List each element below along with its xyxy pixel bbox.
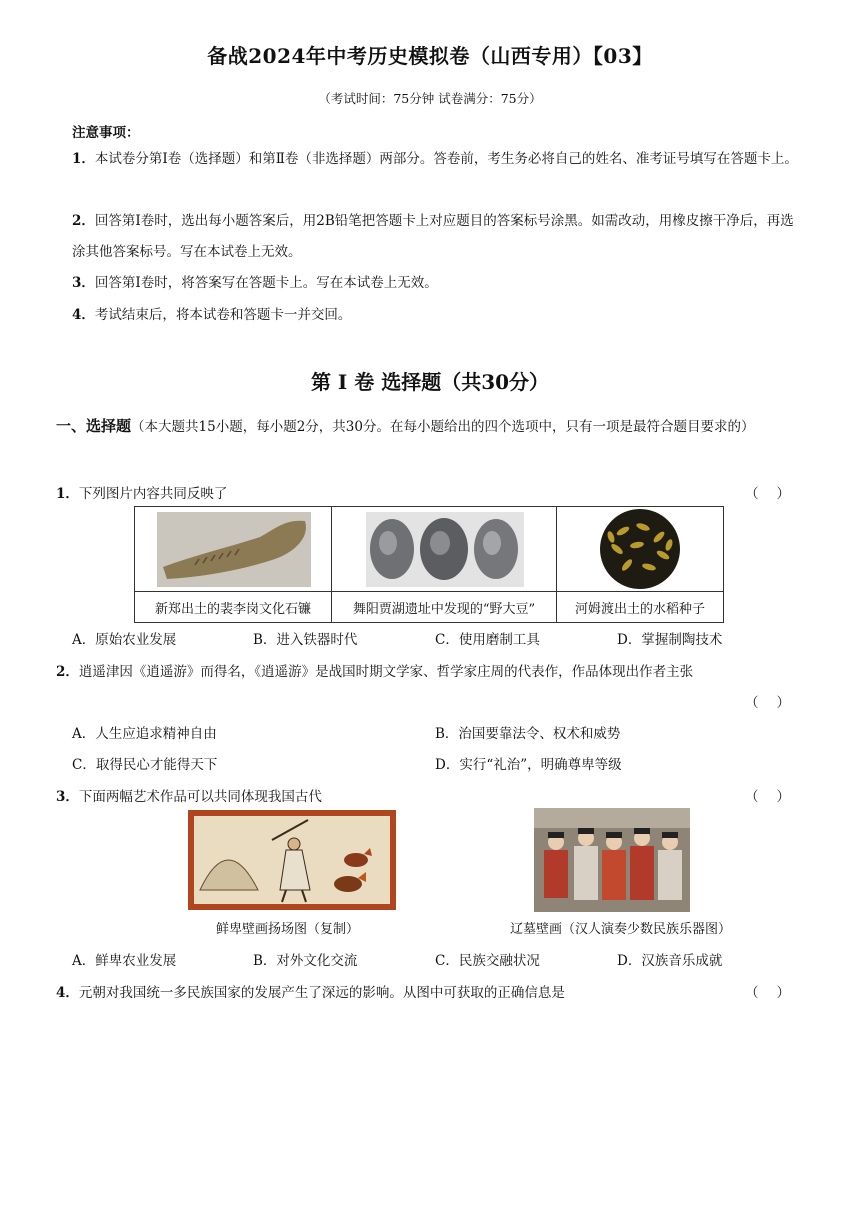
notice-number: 4． [72, 307, 95, 323]
notice-text: 回答第Ⅰ卷时，将答案写在答题卡上。写在本试卷上无效。 [94, 275, 438, 291]
exam-info: （考试时间：75分钟 试卷满分：75分） [318, 91, 542, 106]
notice-text: 本试卷分第Ⅰ卷（选择题）和第Ⅱ卷（非选择题）两部分。答卷前，考生务必将自己的姓名、准考证号填写在答题卡上。 [94, 151, 798, 167]
image-caption: 鲜卑壁画扬场图（复制） [216, 922, 360, 937]
notice-number: 3． [72, 275, 95, 291]
image-cell [135, 507, 332, 592]
question-1-stem [56, 482, 808, 502]
option-a: A．人生应追求精神自由 [72, 726, 217, 742]
option-d: D．掌握制陶技术 [617, 632, 723, 648]
question-text: 下面两幅艺术作品可以共同体现我国古代 [78, 789, 322, 805]
notice-text: 考试结束后，将本试卷和答题卡一并交回。 [94, 307, 352, 323]
notice-item [72, 206, 807, 268]
question-1-image-table [134, 506, 724, 623]
stone-sickle-image [135, 507, 331, 591]
notice-number: 2． [72, 213, 95, 229]
notice-number: 1． [72, 151, 95, 167]
question-text: 逍遥津因《逍遥游》而得名，《逍遥游》是战国时期文学家、哲学家庄周的代表作，作品体现出作者主张 [78, 664, 694, 680]
page-title: 备战2024年中考历史模拟卷（山西专用）【03】 [207, 44, 653, 68]
answer-bracket: （） [745, 695, 808, 711]
question-number: 2． [56, 664, 79, 680]
image-cell [557, 507, 724, 592]
notice-item [72, 144, 807, 175]
option-d: D．实行“礼治”，明确尊卑等级 [435, 757, 622, 773]
notice-text: 回答第Ⅰ卷时，选出每小题答案后，用2B铅笔把答题卡上对应题目的答案标号涂黑。如需改动，用橡皮擦干净后，再选涂其他答案标号。写在本试卷上无效。 [72, 213, 794, 260]
liao-tomb-mural-image [534, 808, 690, 916]
option-c: C．民族交融状况 [435, 953, 540, 969]
option-c: C．使用磨制工具 [435, 632, 540, 648]
option-d: D．汉族音乐成就 [617, 953, 723, 969]
image-caption: 舞阳贾湖遗址中发现的“野大豆” [332, 592, 557, 623]
option-b: B．治国要靠法令、权术和威势 [435, 726, 621, 742]
question-text: 下列图片内容共同反映了 [78, 486, 228, 502]
notice-heading: 注意事项： [72, 125, 140, 141]
image-caption: 新郑出土的裴李岗文化石镰 [135, 592, 332, 623]
image-cell [332, 507, 557, 592]
question-number: 4． [56, 985, 79, 1001]
rice-seeds-image [557, 507, 723, 591]
image-caption: 河姆渡出土的水稻种子 [557, 592, 724, 623]
xianbei-mural-image [188, 810, 396, 914]
answer-bracket: （） [745, 486, 808, 502]
option-b: B．对外文化交流 [253, 953, 358, 969]
question-number: 1． [56, 486, 79, 502]
option-c: C．取得民心才能得天下 [72, 757, 218, 773]
part-heading [56, 411, 808, 443]
part-label: 一、选择题 [56, 417, 132, 435]
part-description: （本大题共15小题，每小题2分，共30分。在每小题给出的四个选项中，只有一项是最符合题目要求的） [131, 419, 755, 435]
question-text: 元朝对我国统一多民族国家的发展产生了深远的影响。从图中可获取的正确信息是 [78, 985, 565, 1001]
question-2-stem [56, 660, 808, 680]
option-a: A．鲜卑农业发展 [72, 953, 177, 969]
image-caption: 辽墓壁画（汉人演奏少数民族乐器图） [510, 922, 732, 937]
answer-bracket: （） [745, 789, 808, 805]
option-b: B．进入铁器时代 [253, 632, 358, 648]
section-title: 第 Ⅰ 卷 选择题（共30分） [310, 370, 550, 394]
question-4-stem [56, 981, 808, 1001]
option-a: A．原始农业发展 [72, 632, 177, 648]
question-3-stem [56, 785, 808, 805]
answer-bracket: （） [745, 985, 808, 1001]
notice-item [72, 268, 807, 299]
notice-item [72, 300, 807, 331]
wild-soybean-image [332, 507, 556, 591]
question-number: 3． [56, 789, 79, 805]
